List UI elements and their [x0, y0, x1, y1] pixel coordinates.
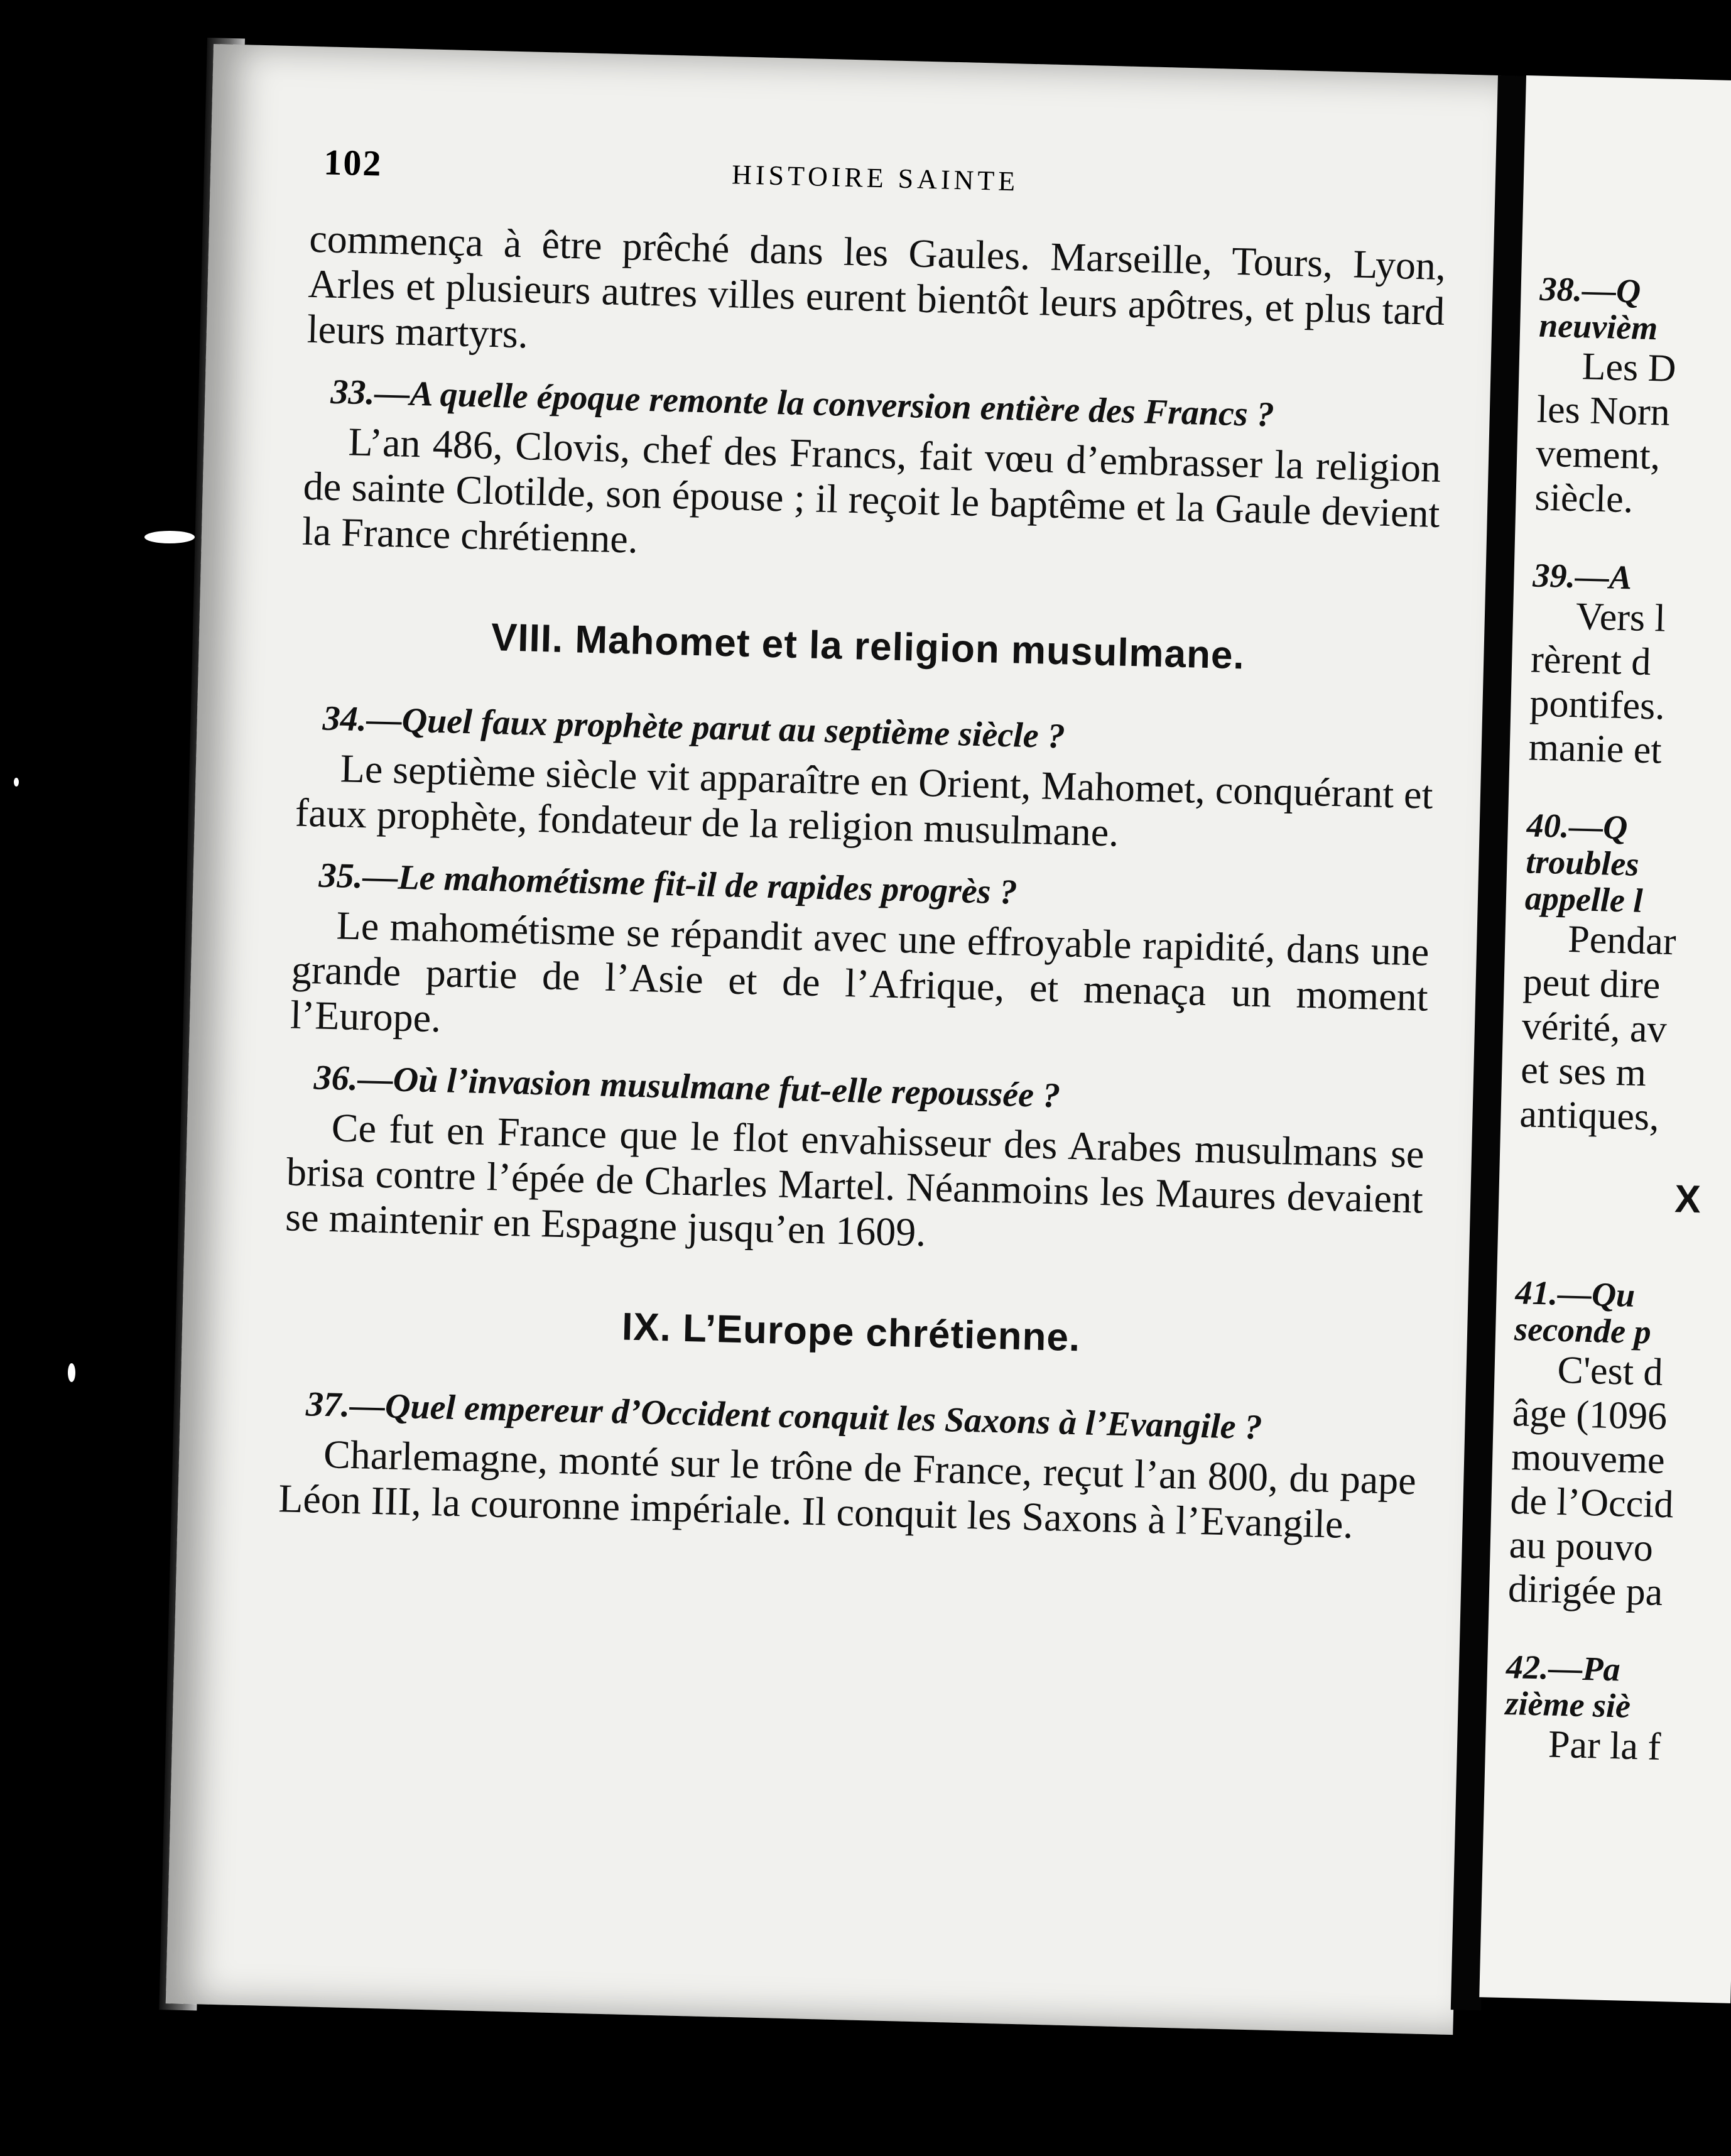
right-line: Pendar [1567, 918, 1677, 964]
scan-speck [68, 1363, 75, 1382]
right-line: au pouvo [1509, 1523, 1654, 1570]
right-line: zième siè [1504, 1684, 1631, 1725]
right-block-41 [1507, 1274, 1731, 1625]
section-heading-ix: IX. L’Europe chrétienne. [621, 1305, 1082, 1360]
answer-34: Le septième siècle vit apparaître en Orient, Mahomet, conquérant et faux prophète, fondateur de la religion musulmane. [295, 746, 1434, 855]
page-header [323, 141, 1441, 218]
right-line: peut dire [1522, 961, 1661, 1007]
right-line: Les D [1581, 345, 1677, 390]
right-line: antiques, [1519, 1092, 1660, 1139]
answer-35: Le mahométisme se répandit avec une effroyable rapidité, dans une grande partie de l’Asie et de l’Afrique, et menaça un moment l’Europe. [290, 903, 1430, 1041]
page-body [278, 216, 1446, 1549]
right-line: manie et [1528, 726, 1663, 772]
right-block-40 [1519, 807, 1731, 1150]
right-line: de l’Occid [1509, 1479, 1674, 1527]
right-line: et ses m [1520, 1048, 1647, 1095]
answer-37: Charlemagne, monté sur le trône de France, reçut l’an 800, du pape Léon III, la couronne impériale. Il conquit les Saxons à l’Evangile. [278, 1431, 1417, 1547]
right-line: les Norn [1536, 388, 1671, 434]
right-line: neuvièm [1538, 306, 1658, 347]
right-line: Vers l [1575, 595, 1666, 640]
right-line: pontifes. [1529, 682, 1666, 728]
right-line: appelle l [1524, 879, 1644, 920]
right-block-38 [1534, 271, 1731, 533]
right-line: 42.—Pa [1506, 1647, 1621, 1689]
section-heading-viii: VIII. Mahomet et la religion musulmane. [491, 616, 1245, 678]
right-line: vérité, av [1521, 1004, 1668, 1051]
answer-36: Ce fut en France que le flot envahisseur des Arabes musulmans se brisa contre l’épée de Charles Martel. Néanmoins les Maures devaient se maintenir en Espagne jusqu’en 1609. [285, 1105, 1425, 1255]
question-35: 35.—Le mahométisme fit-il de rapides progrès ? [318, 856, 1018, 912]
scan-speck [14, 778, 19, 787]
right-line: troubles [1525, 842, 1640, 883]
right-line: 39.—A [1532, 556, 1632, 597]
right-line: siècle. [1534, 476, 1634, 521]
right-line: dirigée pa [1507, 1567, 1664, 1614]
right-section-heading: X [1674, 1177, 1701, 1222]
right-line: Par la f [1548, 1723, 1661, 1769]
page-number: 102 [323, 141, 383, 184]
right-page-text [1503, 271, 1731, 1817]
question-37: 37.—Quel empereur d’Occident conquit les Saxons à l’Evangile ? [305, 1385, 1263, 1447]
right-line: vement, [1535, 432, 1661, 478]
right-line: âge (1096 [1512, 1391, 1668, 1439]
running-title: HISTOIRE SAINTE [731, 159, 1019, 197]
question-34: 34.—Quel faux prophète parut au septième siècle ? [322, 699, 1066, 756]
right-line: 40.—Q [1526, 806, 1629, 847]
question-36: 36.—Où l’invasion musulmane fut-elle repoussée ? [313, 1058, 1061, 1116]
right-block-42 [1504, 1648, 1731, 1779]
answer-33: L’an 486, Clovis, chef des Francs, fait vœu d’embrasser la religion de sainte Clotilde, son épouse ; il reçoit le baptême et la Gaule devient la France chrétienne. [301, 419, 1441, 562]
right-line: seconde p [1514, 1310, 1652, 1351]
right-line: 41.—Qu [1514, 1273, 1636, 1314]
right-line: C'est d [1556, 1348, 1664, 1394]
right-line: rèrent d [1530, 638, 1652, 684]
right-line: 38.—Q [1539, 270, 1641, 310]
question-33: 33.—A quelle époque remonte la conversion entière des Francs ? [330, 372, 1275, 435]
scan-speck [144, 531, 195, 543]
intro-paragraph: commença à être prêché dans les Gaules. Marseille, Tours, Lyon, Arles et plusieurs autres villes eurent bientôt leurs apôtres, et plus tard leurs martyrs. [307, 215, 1446, 357]
right-line: mouveme [1511, 1435, 1666, 1483]
left-page [166, 44, 1501, 2035]
right-block-39 [1528, 557, 1731, 783]
